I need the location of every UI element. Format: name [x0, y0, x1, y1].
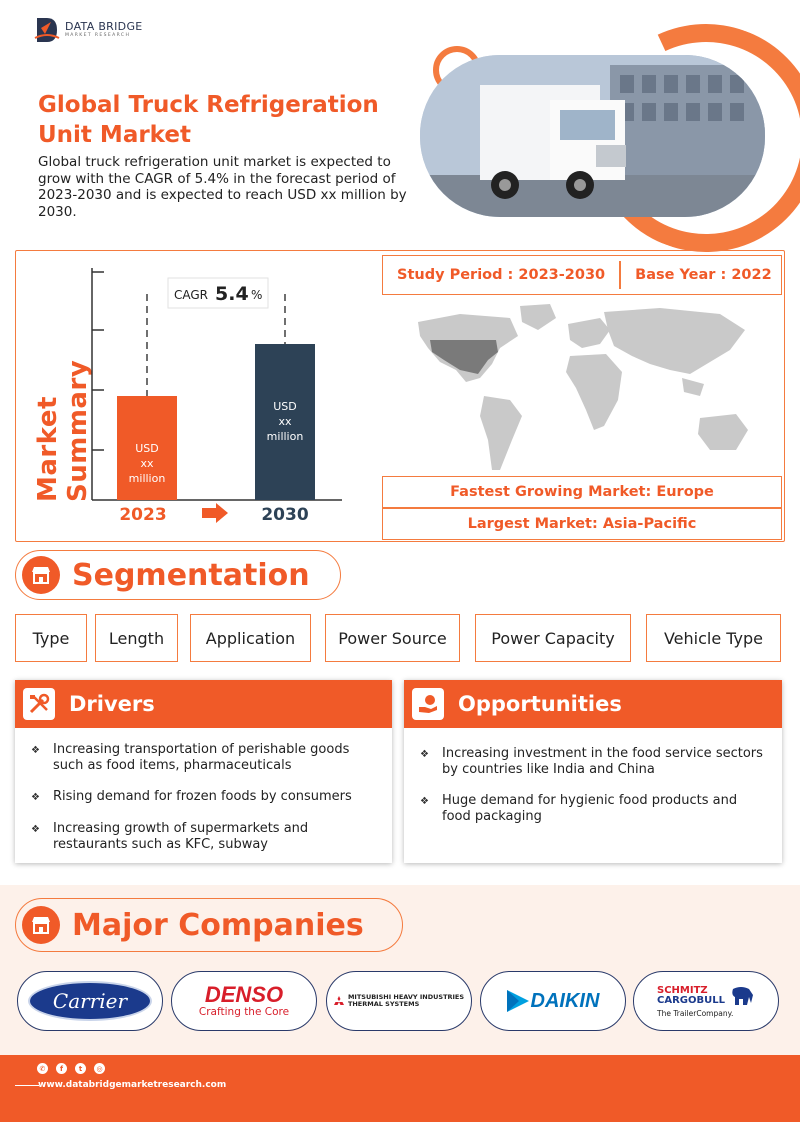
- year-2023-label: 2023: [119, 505, 167, 525]
- base-year: Base Year : 2022: [635, 267, 772, 283]
- companies-header: [15, 898, 403, 952]
- driver-item: ❖ Increasing growth of supermarkets and restaurants such as KFC, subway: [31, 821, 309, 852]
- cagr-prefix: CAGR: [174, 288, 209, 302]
- largest-market: Largest Market: Asia-Pacific: [382, 508, 782, 540]
- drivers-panel: [15, 680, 392, 863]
- denso-logo: DENSO: [204, 982, 284, 1007]
- store-icon: [22, 556, 60, 594]
- denso-tagline: Crafting the Core: [198, 1006, 290, 1018]
- bullet-icon: ❖: [420, 796, 429, 807]
- segment-length: Length: [95, 614, 178, 662]
- logo-subtitle: MARKET RESEARCH: [65, 33, 131, 39]
- footer-divider: [15, 1085, 39, 1086]
- bar-2030-label-1: USD: [273, 400, 297, 413]
- twitter-icon[interactable]: t: [75, 1063, 86, 1074]
- arrow-right-icon: [202, 503, 228, 523]
- segmentation-title: Segmentation: [72, 557, 310, 593]
- page-title: Global Truck Refrigeration Unit Market: [38, 92, 379, 148]
- bullet-icon: ❖: [31, 824, 40, 835]
- bar-2023-label-3: million: [128, 472, 166, 485]
- segment-power-capacity: Power Capacity: [475, 614, 631, 662]
- opportunity-item: ❖ Huge demand for hygienic food products and food packaging: [420, 793, 738, 824]
- carrier-logo: Carrier: [28, 981, 152, 1021]
- mitsubishi-logo: MITSUBISHI HEAVY INDUSTRIES THERMAL SYSTEMS: [334, 994, 464, 1008]
- store-icon: [22, 906, 60, 944]
- study-period-bar: [382, 255, 782, 295]
- tools-icon: [23, 688, 55, 720]
- segment-vehicle-type: Vehicle Type: [646, 614, 781, 662]
- map-greenland: [520, 304, 556, 330]
- cagr-value: 5.4: [215, 283, 249, 305]
- driver-item: ❖ Increasing transportation of perishable goods such as food items, pharmaceuticals: [31, 742, 350, 773]
- truck-photo: [420, 55, 765, 217]
- opportunity-item: ❖ Increasing investment in the food service sectors by countries like India and China: [420, 746, 763, 777]
- study-period: Study Period : 2023-2030: [397, 267, 606, 283]
- company-mitsubishi: [326, 971, 472, 1031]
- map-australia: [698, 414, 748, 450]
- bullet-icon: ❖: [31, 792, 40, 803]
- year-2030-label: 2030: [261, 505, 309, 525]
- market-summary-label: Market Summary: [33, 359, 93, 502]
- website-link[interactable]: www.databridgemarketresearch.com: [38, 1080, 227, 1090]
- fastest-growing-market: Fastest Growing Market: Europe: [382, 476, 782, 508]
- map-asia: [604, 308, 745, 374]
- segmentation-header: [15, 550, 341, 600]
- company-denso: [171, 971, 317, 1031]
- bar-2023-label-1: USD: [135, 442, 159, 455]
- instagram-icon[interactable]: ◎: [94, 1063, 105, 1074]
- world-map: [400, 300, 770, 480]
- map-southeast-asia: [682, 378, 704, 396]
- company-carrier: [17, 971, 163, 1031]
- bar-2023-label-2: xx: [140, 457, 154, 470]
- social-links: [37, 1063, 105, 1074]
- brand-logo: [33, 14, 143, 46]
- bar-2030-label-2: xx: [278, 415, 292, 428]
- opportunities-panel: [404, 680, 782, 863]
- elephant-icon: [729, 985, 755, 1007]
- logo-name: DATA BRIDGE: [65, 20, 143, 34]
- map-europe: [568, 318, 610, 348]
- segment-power-source: Power Source: [325, 614, 460, 662]
- opportunities-header: [404, 680, 782, 728]
- company-schmitz-cargobull: [633, 971, 779, 1031]
- whatsapp-icon[interactable]: ✆: [37, 1063, 48, 1074]
- mitsubishi-diamonds-icon: [334, 996, 344, 1006]
- bullet-icon: ❖: [420, 749, 429, 760]
- schmitz-logo: SCHMITZ CARGOBULL The TrailerCompany.: [657, 985, 755, 1018]
- cagr-suffix: %: [251, 288, 263, 302]
- bullet-icon: ❖: [31, 745, 40, 756]
- company-daikin: [480, 971, 626, 1031]
- daikin-logo: DAIKIN: [530, 989, 600, 1012]
- divider: [619, 261, 621, 289]
- driver-item: ❖ Rising demand for frozen foods by consumers: [31, 789, 352, 804]
- logo-mark-icon: [33, 14, 61, 46]
- market-chart: [80, 258, 370, 528]
- map-south-america: [480, 396, 522, 470]
- y-ticks: [92, 272, 104, 450]
- bar-2030-label-3: million: [266, 430, 304, 443]
- daikin-mark-icon: [507, 990, 529, 1012]
- drivers-header: [15, 680, 392, 728]
- facebook-icon[interactable]: f: [56, 1063, 67, 1074]
- companies-title: Major Companies: [72, 907, 364, 943]
- opportunities-title: Opportunities: [458, 692, 622, 716]
- hand-coin-icon: [412, 688, 444, 720]
- intro-text: Global truck refrigeration unit market is expected to grow with the CAGR of 5.4% in the forecast period of 2023-2030 and is expected to reach USD xx million by 2030.: [38, 154, 407, 220]
- segment-application: Application: [190, 614, 311, 662]
- segment-type: Type: [15, 614, 87, 662]
- drivers-title: Drivers: [69, 692, 155, 716]
- map-africa: [566, 354, 622, 430]
